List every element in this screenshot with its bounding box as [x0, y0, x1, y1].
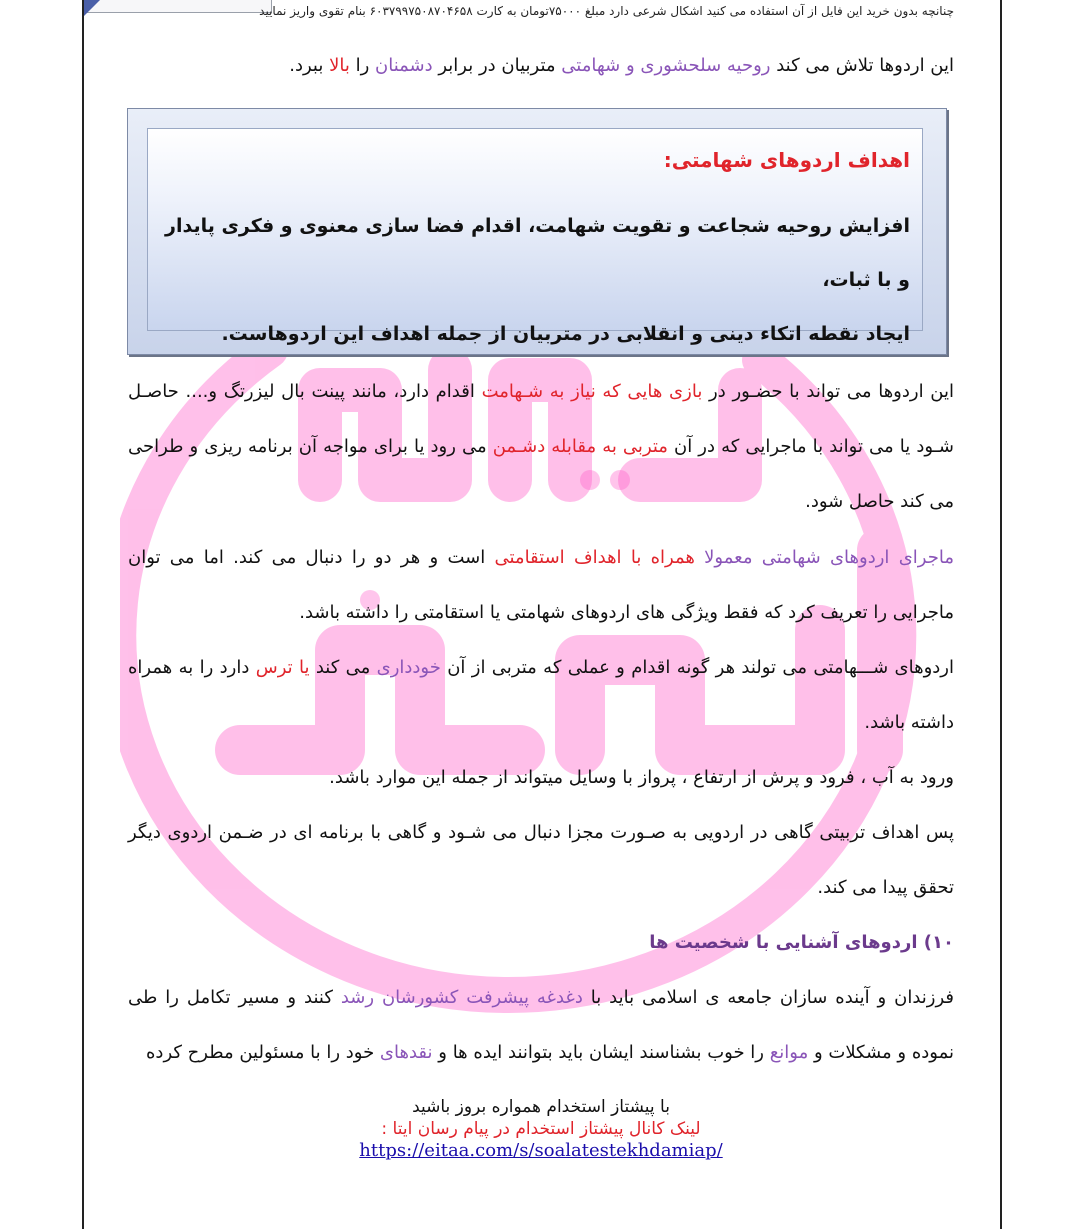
page-border-left — [82, 0, 84, 1229]
goals-line-1: افزایش روحیه شجاعت و تقویت شهامت، اقدام فضا سازی معنوی و فکری پایدار و با ثبات، — [165, 215, 910, 291]
examples-paragraph: ورود به آب ، فرود و پرش از ارتفاع ، پرواز با وسایل میتواند از جمله این موارد باشد. — [329, 767, 954, 788]
corner-tab — [84, 0, 272, 13]
activities-paragraph: این اردوها می تواند با حضـور در بازی هایی که نیاز به شـهامت اقدام دارد، مانند پینت بال لیزرتگ و.... حاصـل شـود یا می تواند با ماجرایی که در آن متربی به مقابله دشـمن می رود یا برای مواجه آن برنامه ریزی و طراحی می کند حاصل شود. — [128, 381, 955, 512]
footer-channel-label: لینک کانال پیشتاز استخدام در پیام رسان ایتا : — [381, 1119, 701, 1139]
footer-channel-link[interactable]: https://eitaa.com/s/soalatestekhdamiap/ — [359, 1140, 723, 1161]
goals-box — [147, 128, 923, 345]
section-heading-10: ۱۰) اردوهای آشنایی با شخصیت ها — [649, 932, 954, 953]
goals-title: اهداف اردوهای شهامتی: — [663, 148, 910, 172]
footer-slogan: با پیشتاز استخدام همواره بروز باشید — [412, 1097, 670, 1117]
courage-paragraph: اردوهای شـــهامتی می تولند هر گونه اقدام و عملی که متربی از آن خودداری می کند یا ترس دارد را به همراه داشته باشد. — [128, 657, 954, 733]
header-note: چنانچه بدون خرید این فایل از آن استفاده می کنید اشکال شرعی دارد مبلغ ۷۵۰۰۰تومان به کارت ۶۰۳۷۹۹۷۵۰۸۷۰۴۶۵۸ بنام تقوی واریز نمایید — [259, 4, 954, 18]
corner-mark-icon — [84, 0, 100, 16]
personalities-paragraph: فرزندان و آینده سازان جامعه ی اسلامی باید با دغدغه پیشرفت کشورشان رشد کنند و مسیر تکامل را طی نموده و مشکلات و موانع را خوب بشناسند ایشان باید بتوانند ایده ها و نقدهای خود را با مسئولین مطرح کرده — [128, 987, 955, 1063]
goals-line-2: ایجاد نقطه اتکاء دینی و انقلابی در متربیان از جمله اهداف این اردوهاست. — [221, 323, 910, 345]
intro-paragraph: این اردوها تلاش می کند روحیه سلحشوری و شهامتی متربیان در برابر دشمنان را بالا ببرد. — [289, 55, 954, 76]
goals-summary-paragraph: پس اهداف تربیتی گاهی در اردویی به صـورت مجزا دنبال می شـود و گاهی با برنامه ای در ضـمن اردوی دیگر تحقق پیدا می کند. — [128, 822, 954, 898]
adventure-paragraph: ماجرای اردوهای شهامتی معمولا همراه با اهداف استقامتی است و هر دو را دنبال می کند. اما می توان ماجرایی را تعریف کرد که فقط ویژگی های اردوهای شهامتی یا استقامتی را داشته باشد. — [128, 547, 954, 623]
footer — [128, 1096, 954, 1162]
page-border-right — [1000, 0, 1002, 1229]
